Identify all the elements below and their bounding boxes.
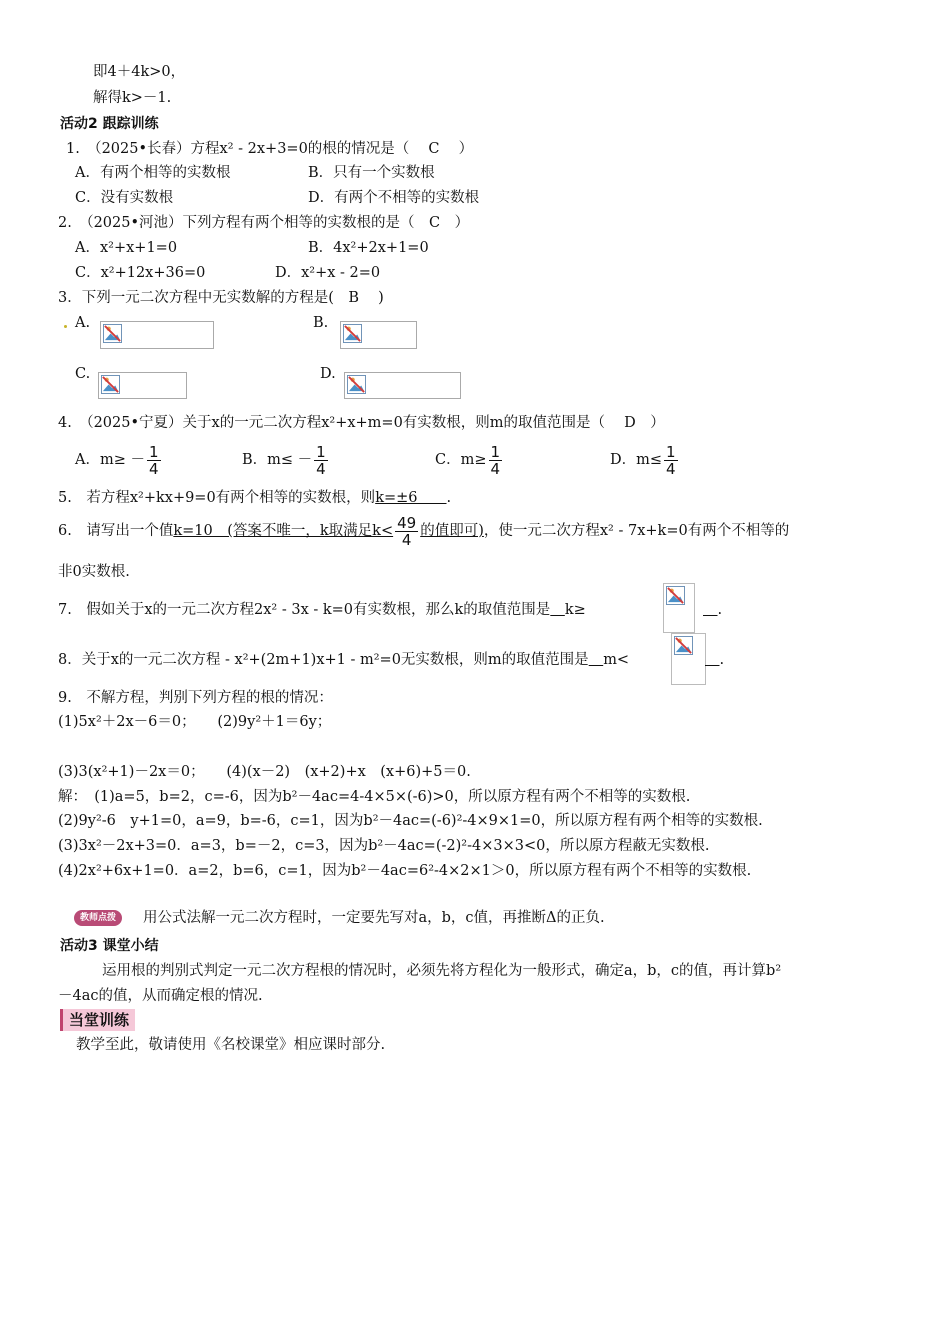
broken-image-icon [101, 375, 120, 394]
question-6: 6. 请写出一个值k=10 (答案不唯一，k取满足k< $\frac{49}{4}$ 的值即可)，使一元二次方程x² - 7x+k=0有两个不相等的 [58, 513, 790, 549]
derivation-line-1: 即4＋4k>0， [93, 64, 186, 80]
fraction: $\frac{49}{4}$ [397, 513, 417, 549]
teacher-tip: 用公式法解一元二次方程时，一定要先写对a，b，c值，再推断Δ的正负. [143, 910, 605, 926]
q9-parts-1-2: (1)5x²＋2x－6＝0； (2)9y²＋1＝6y； [58, 714, 332, 730]
q1-option-d: D．有两个不相等的实数根 [308, 190, 480, 206]
broken-image-icon [674, 636, 693, 655]
summary-line-2: －4ac的值，从而确定根的情况. [58, 988, 263, 1004]
q2-option-b: B．4x²+2x+1=0 [308, 240, 429, 256]
broken-image-icon [103, 324, 122, 343]
final-note: 教学至此，敬请使用《名校课堂》相应课时部分. [76, 1037, 386, 1053]
broken-image-icon [343, 324, 362, 343]
solution-2: (2)9y²-6 y+1=0，a=9，b=-6，c=1，因为b²－4ac=(-6)²-4×9×1=0，所以原方程有两个相等的实数根. [58, 813, 763, 829]
q7-answer: k≥ [564, 602, 586, 618]
mark-dot [64, 325, 67, 328]
q3-option-b: B. [313, 315, 329, 331]
summary-line-1: 运用根的判别式判定一元二次方程根的情况时，必须先将方程化为一般形式，确定a，b，c的值，再计算b² [102, 963, 782, 979]
fraction: $\frac{1}{4}$ [666, 442, 676, 478]
q3-option-b-image [340, 321, 417, 349]
q7-answer-image [663, 583, 695, 633]
question-1: 1. （2025•长春）方程x² - 2x+3=0的根的情况是（ C ） [66, 141, 474, 157]
q1-option-a: A．有两个相等的实数根 [75, 165, 231, 181]
question-5: 5. 若方程x²+kx+9=0有两个相等的实数根，则k=±6 . [58, 490, 452, 506]
q3-option-a: A. [75, 315, 91, 331]
q5-answer: k=±6 [375, 490, 418, 506]
q4-option-b: B．m≤ － $\frac{1}{4}$ [242, 442, 326, 478]
q4-option-c: C．m≥ $\frac{1}{4}$ [435, 442, 501, 478]
solution-4: (4)2x²+6x+1=0．a=2，b=6，c=1，因为b²－4ac=6²-4×2×1＞0，所以原方程有两个不相等的实数根. [58, 863, 752, 879]
q9-parts-3-4: (3)3(x²+1)－2x＝0； (4)(x－2) (x+2)+x (x+6)+5＝0. [58, 764, 471, 780]
q3-option-d-image [344, 372, 461, 399]
q8-answer-image [671, 633, 706, 685]
fraction: $\frac{1}{4}$ [148, 442, 159, 478]
q3-option-a-image [100, 321, 214, 349]
q2-option-c: C．x²+12x+36=0 [75, 265, 206, 281]
question-3: 3．下列一元二次方程中无实数解的方程是( B ) [58, 290, 384, 306]
activity-2-heading: 活动2 跟踪训练 [60, 116, 159, 132]
q7-blank: . [717, 602, 723, 618]
activity-3-heading: 活动3 课堂小结 [60, 938, 159, 954]
question-7: 7. 假如关于x的一元二次方程2x² - 3x - k=0有实数根，那么k的取值范围是 k≥ [58, 602, 586, 618]
broken-image-icon [347, 375, 366, 394]
q8-answer: m< [603, 652, 630, 668]
q2-option-a: A．x²+x+1=0 [75, 240, 178, 256]
solution-1: 解： (1)a=5，b=2，c=-6，因为b²－4ac=4-4×5×(-6)>0，所以原方程有两个不相等的实数根. [58, 789, 691, 805]
q3-option-d: D. [320, 366, 336, 382]
section-heading: 当堂训练 [60, 1009, 135, 1031]
teacher-tip-badge: 教师点拨 [74, 910, 122, 926]
question-8: 8．关于x的一元二次方程 - x²+(2m+1)x+1 - m²=0无实数根，则m的取值范围是 m< [58, 652, 630, 668]
q4-option-d: D．m≤ $\frac{1}{4}$ [610, 442, 676, 478]
q8-blank: . [719, 652, 725, 668]
q2-option-d: D．x²+x - 2=0 [275, 265, 381, 281]
q3-option-c: C. [75, 366, 91, 382]
fraction: $\frac{1}{4}$ [316, 442, 326, 478]
fraction: $\frac{1}{4}$ [490, 442, 501, 478]
q4-option-a: A．m≥ － $\frac{1}{4}$ [75, 442, 159, 478]
q1-option-c: C．没有实数根 [75, 190, 174, 206]
solution-3: (3)3x²－2x+3=0．a=3，b=－2，c=3，因为b²－4ac=(-2)²-4×3×3<0，所以原方程蔽无实数根. [58, 838, 710, 854]
q3-option-c-image [98, 372, 187, 399]
q6-answer: k=10 (答案不唯一，k取满足k< $\frac{49}{4}$ 的值即可) [173, 513, 484, 549]
question-4: 4. （2025•宁夏）关于x的一元二次方程x²+x+m=0有实数根，则m的取值范围是（ D ） [58, 415, 665, 431]
question-9: 9. 不解方程，判别下列方程的根的情况： [58, 690, 333, 706]
derivation-line-2: 解得k>－1. [93, 90, 172, 106]
broken-image-icon [666, 586, 685, 605]
question-2: 2. （2025•河池）下列方程有两个相等的实数根的是（ C ） [58, 215, 470, 231]
q1-option-b: B．只有一个实数根 [308, 165, 435, 181]
question-6-continued: 非0实数根. [58, 564, 130, 580]
